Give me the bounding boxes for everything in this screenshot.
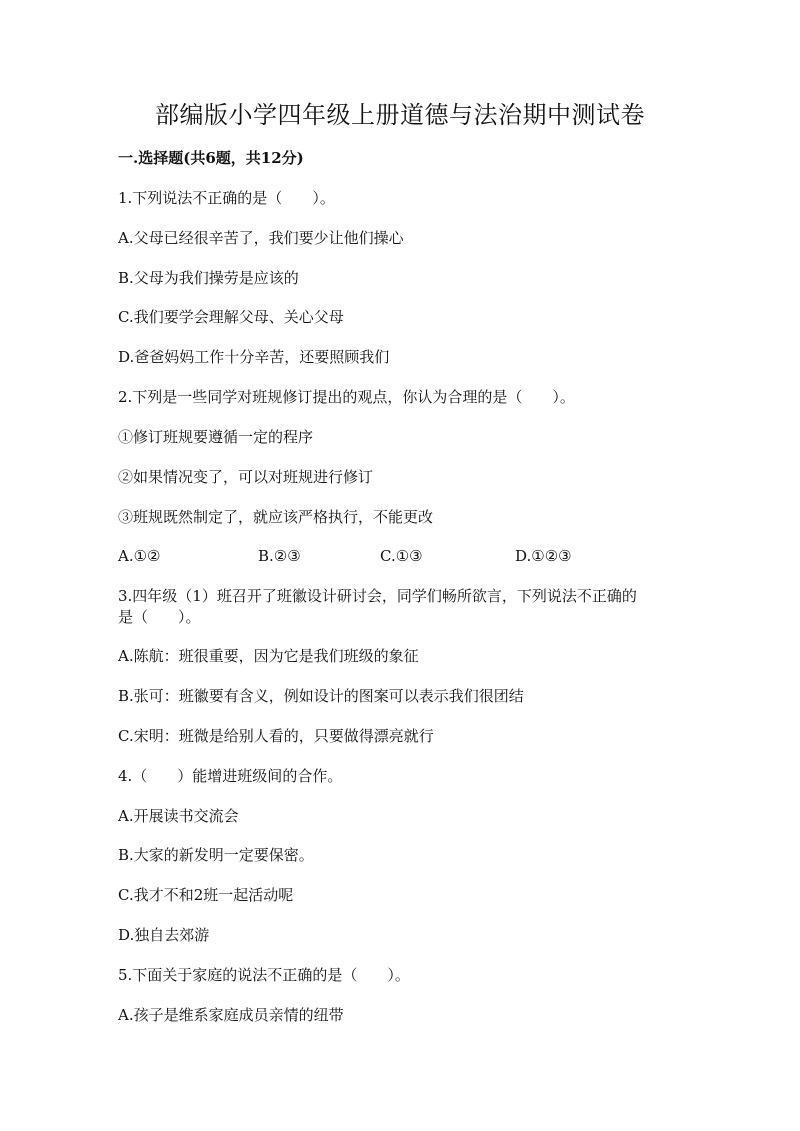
question-2-options-row (118, 546, 718, 566)
question-4-option-b: B.大家的新发明一定要保密。 (118, 846, 314, 864)
question-4-option-c: C.我才不和2班一起活动呢 (118, 886, 294, 904)
question-2-statement-3: ③班规既然制定了，就应该严格执行，不能更改 (118, 508, 434, 526)
question-4-stem: 4.（ ）能增进班级间的合作。 (118, 767, 343, 785)
question-4-option-d: D.独自去郊游 (118, 926, 210, 944)
question-1-stem: 1.下列说法不正确的是（ ）。 (118, 189, 335, 207)
question-2-option-d: D.①②③ (515, 547, 572, 565)
question-4-option-a: A.开展读书交流会 (118, 807, 239, 825)
question-2-stem: 2.下列是一些同学对班规修订提出的观点，你认为合理的是（ ）。 (118, 388, 575, 406)
question-3-stem-line-1: 3.四年级（1）班召开了班徽设计研讨会，同学们畅所欲言，下列说法不正确的 (118, 587, 637, 605)
question-5-stem: 5.下面关于家庭的说法不正确的是（ ）。 (118, 966, 410, 984)
question-3-stem-line-2: 是（ ）。 (118, 608, 201, 626)
question-3-option-c: C.宋明：班微是给别人看的，只要做得漂亮就行 (118, 727, 434, 745)
question-1-option-a: A.父母已经很辛苦了，我们要少让他们操心 (118, 229, 404, 247)
question-2-option-a: A.①② (118, 547, 161, 565)
question-1-option-d: D.爸爸妈妈工作十分辛苦，还要照顾我们 (118, 348, 390, 366)
question-3-option-a: A.陈航：班很重要，因为它是我们班级的象征 (118, 647, 419, 665)
question-2-statement-2: ②如果情况变了，可以对班规进行修订 (118, 468, 374, 486)
question-2-option-b: B.②③ (258, 547, 301, 565)
section-header: 一.选择题(共6题，共12分) (118, 149, 304, 167)
question-1-option-b: B.父母为我们操劳是应该的 (118, 269, 299, 287)
question-3-option-b: B.张可：班徽要有含义，例如设计的图案可以表示我们很团结 (118, 687, 524, 705)
question-1-option-c: C.我们要学会理解父母、关心父母 (118, 308, 344, 326)
question-2-option-c: C.①③ (380, 547, 423, 565)
question-2-statement-1: ①修订班规要遵循一定的程序 (118, 428, 314, 446)
question-5-option-a: A.孩子是维系家庭成员亲情的纽带 (118, 1006, 344, 1024)
document-title: 部编版小学四年级上册道德与法治期中测试卷 (155, 101, 645, 129)
